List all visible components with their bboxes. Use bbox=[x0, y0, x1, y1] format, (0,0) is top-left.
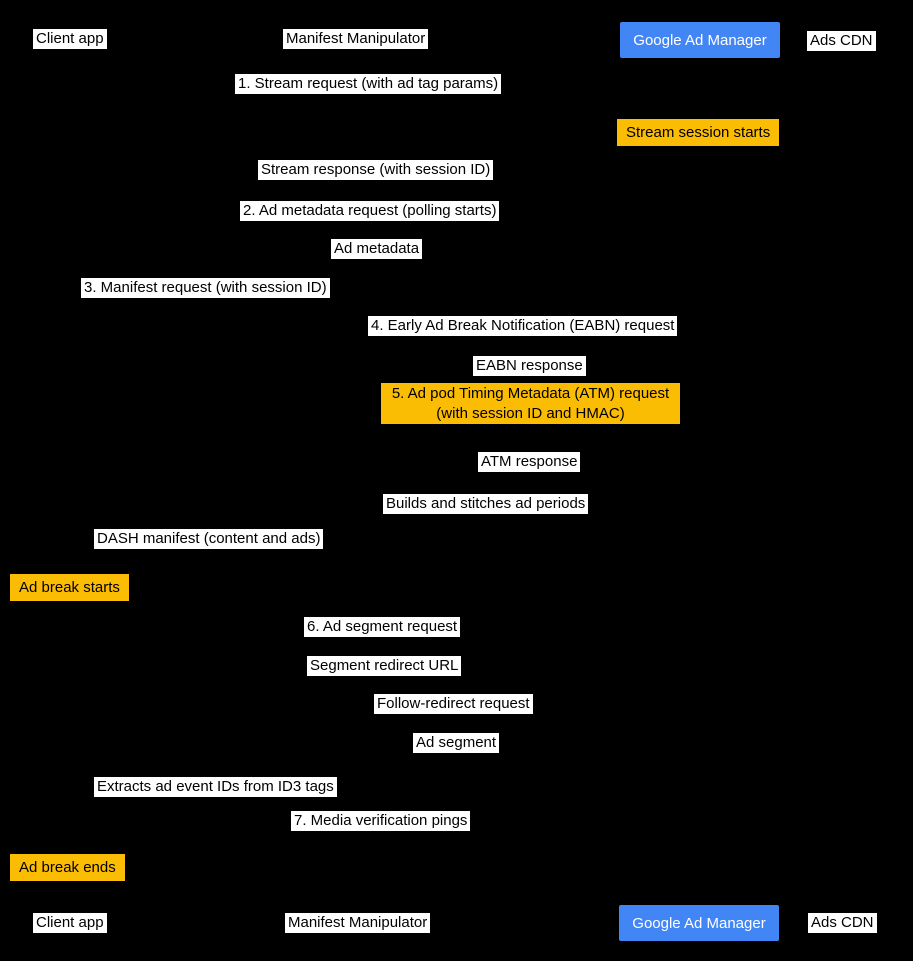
message-7-media-verification-pings: 7. Media verification pings bbox=[291, 811, 470, 831]
atm-request-line1: 5. Ad pod Timing Metadata (ATM) request bbox=[391, 384, 670, 402]
message-dash-manifest: DASH manifest (content and ads) bbox=[94, 529, 323, 549]
participant-client-app-bottom: Client app bbox=[33, 913, 107, 933]
message-3-manifest-request: 3. Manifest request (with session ID) bbox=[81, 278, 330, 298]
message-6-ad-segment-request: 6. Ad segment request bbox=[304, 617, 460, 637]
participant-manifest-manipulator-top: Manifest Manipulator bbox=[283, 29, 428, 49]
note-ad-break-ends: Ad break ends bbox=[10, 854, 125, 881]
message-segment-redirect-url: Segment redirect URL bbox=[307, 656, 461, 676]
participant-ads-cdn-top: Ads CDN bbox=[807, 31, 876, 51]
message-ad-segment: Ad segment bbox=[413, 733, 499, 753]
message-eabn-response: EABN response bbox=[473, 356, 586, 376]
message-follow-redirect-request: Follow-redirect request bbox=[374, 694, 533, 714]
message-ad-metadata: Ad metadata bbox=[331, 239, 422, 259]
participant-google-ad-manager-top: Google Ad Manager bbox=[620, 22, 780, 58]
atm-request-line2: (with session ID and HMAC) bbox=[436, 404, 625, 422]
action-extracts-id3: Extracts ad event IDs from ID3 tags bbox=[94, 777, 337, 797]
message-2-ad-metadata-request: 2. Ad metadata request (polling starts) bbox=[240, 201, 499, 221]
message-atm-response: ATM response bbox=[478, 452, 580, 472]
message-stream-response: Stream response (with session ID) bbox=[258, 160, 493, 180]
message-4-eabn-request: 4. Early Ad Break Notification (EABN) request bbox=[368, 316, 677, 336]
action-builds-and-stitches: Builds and stitches ad periods bbox=[383, 494, 588, 514]
note-5-atm-request bbox=[381, 383, 680, 424]
participant-client-app-top: Client app bbox=[33, 29, 107, 49]
participant-ads-cdn-bottom: Ads CDN bbox=[808, 913, 877, 933]
participant-manifest-manipulator-bottom: Manifest Manipulator bbox=[285, 913, 430, 933]
message-1-stream-request: 1. Stream request (with ad tag params) bbox=[235, 74, 501, 94]
participant-google-ad-manager-bottom: Google Ad Manager bbox=[619, 905, 779, 941]
note-ad-break-starts: Ad break starts bbox=[10, 574, 129, 601]
note-stream-session-starts: Stream session starts bbox=[617, 119, 779, 146]
